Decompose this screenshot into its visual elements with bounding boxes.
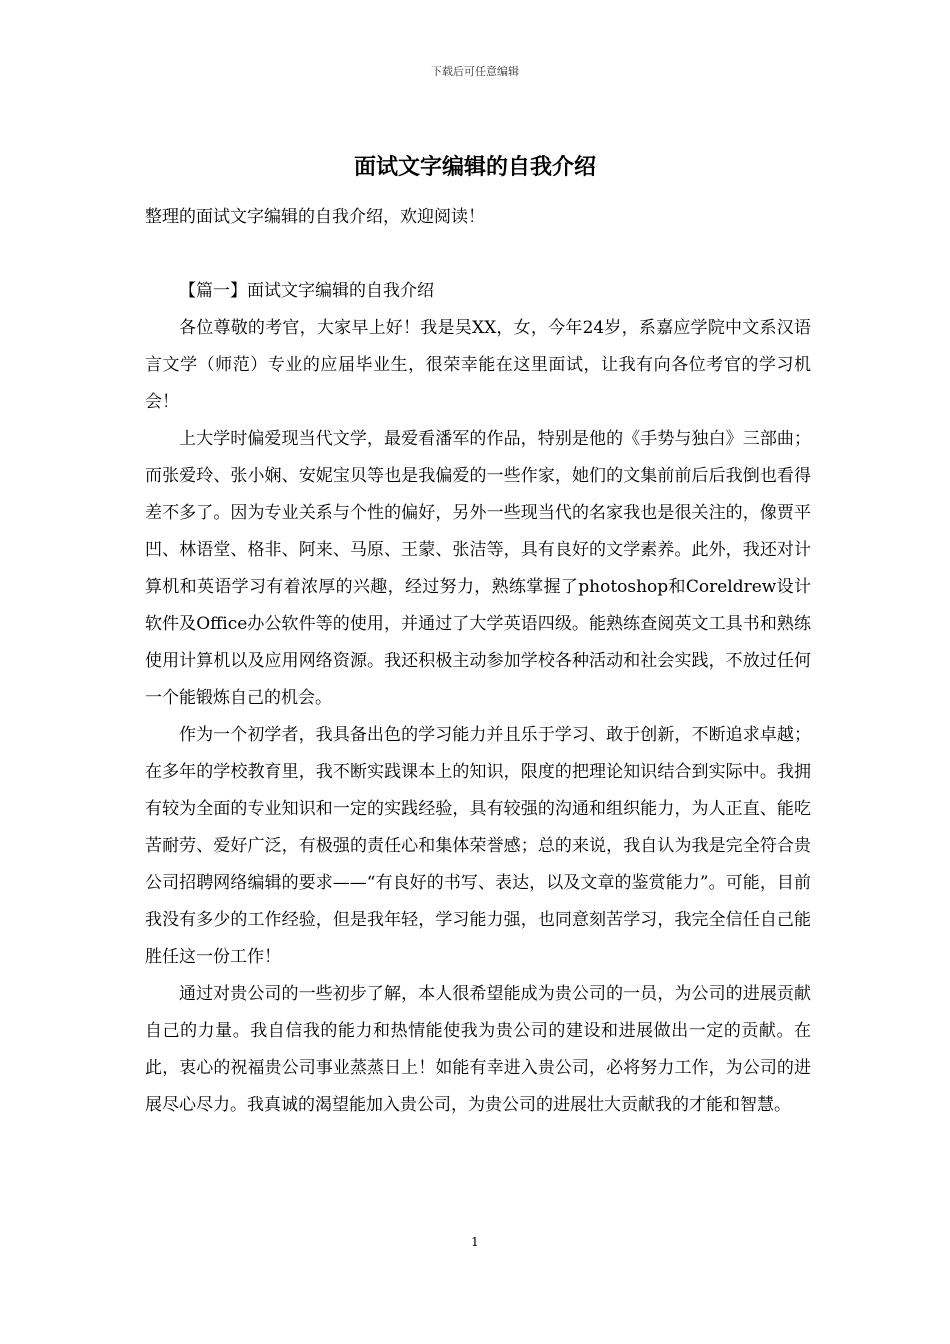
body-paragraph: 作为一个初学者，我具备出色的学习能力并且乐于学习、敢于创新，不断追求卓越；在多年的学校教育里，我不断实践课本上的知识，限度的把理论知识结合到实际中。我拥有较为全面的专业知识和一定的实践经验，具有较强的沟通和组织能力，为人正直、能吃苦耐劳、爱好广泛，有极强的责任心和集体荣誉感；总的来说，我自认为我是完全符合贵公司招聘网络编辑的要求——“有良好的书写、表达，以及文章的鉴赏能力”。可能，目前我没有多少的工作经验，但是我年轻，学习能力强，也同意刻苦学习，我完全信任自己能胜任这一份工作！ <box>145 725 811 967</box>
header-note: 下载后可任意编辑 <box>431 65 519 78</box>
body-paragraph: 上大学时偏爱现当代文学，最爱看潘军的作品，特别是他的《手势与独白》三部曲；而张爱玲、张小娴、安妮宝贝等也是我偏爱的一些作家，她们的文集前前后后我倒也看得差不多了。因为专业关系与个性的偏好，另外一些现当代的名家我也是很关注的，像贾平凹、林语堂、格非、阿来、马原、王蒙、张洁等，具有良好的文学素养。此外，我还对计算机和英语学习有着浓厚的兴趣，经过努力，熟练掌握了photoshop和Coreldrew设计软件及Office办公软件等的使用，并通过了大学英语四级。能熟练查阅英文工具书和熟练使用计算机以及应用网络资源。我还积极主动参加学校各种活动和社会实践，不放过任何一个能锻炼自己的机会。 <box>145 429 811 708</box>
blank-line <box>145 236 811 273</box>
document-body <box>145 199 811 1124</box>
body-paragraph: 通过对贵公司的一些初步了解，本人很希望能成为贵公司的一员，为公司的进展贡献自己的力量。我自信我的能力和热情能使我为贵公司的建设和进展做出一定的贡献。在此，衷心的祝福贵公司事业蒸蒸日上！如能有幸进入贵公司，必将努力工作，为公司的进展尽心尽力。我真诚的渴望能加入贵公司，为贵公司的进展壮大贡献我的才能和智慧。 <box>145 984 811 1115</box>
section-heading: 【篇一】面试文字编辑的自我介绍 <box>179 281 434 301</box>
document-title: 面试文字编辑的自我介绍 <box>353 155 596 180</box>
body-paragraph: 各位尊敬的考官，大家早上好！我是吴XX，女，今年24岁，系嘉应学院中文系汉语言文学（师范）专业的应届毕业生，很荣幸能在这里面试，让我有向各位考官的学习机会！ <box>145 318 811 412</box>
page-number: 1 <box>471 1235 479 1249</box>
intro-paragraph: 整理的面试文字编辑的自我介绍，欢迎阅读！ <box>145 207 485 227</box>
